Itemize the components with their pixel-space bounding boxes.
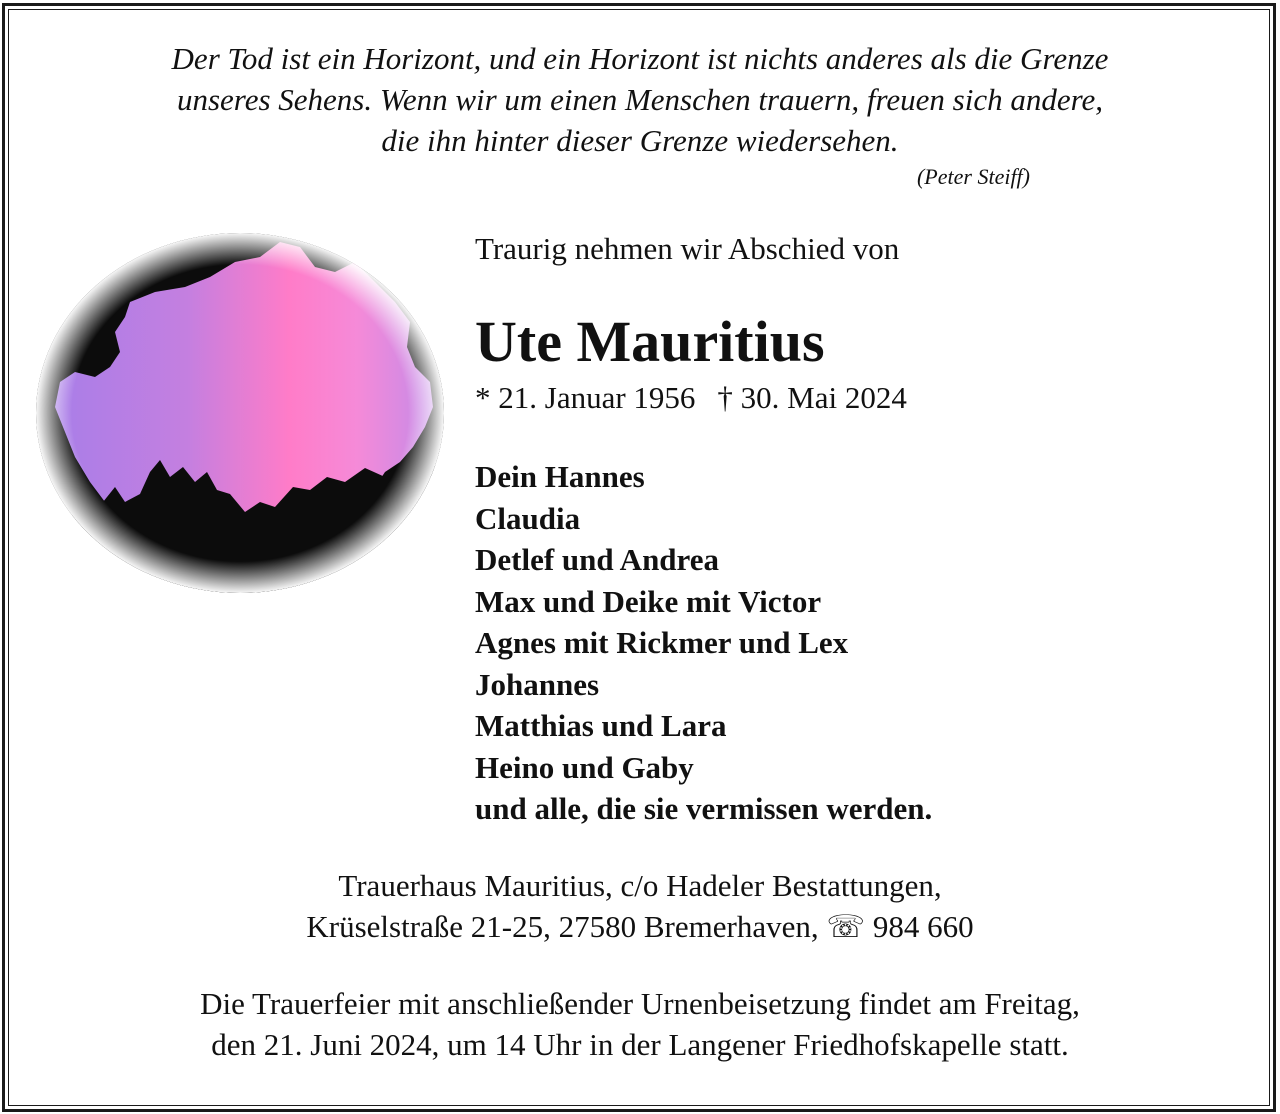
memorial-photo <box>35 232 445 594</box>
address-street: Krüselstraße 21-25, 27580 Bremerhaven, <box>306 909 819 944</box>
mourner-entry: Heino und Gaby <box>475 749 694 785</box>
mourner-entry: Matthias und Lara <box>475 708 727 743</box>
quote <box>0 38 1280 161</box>
ceremony-line: den 21. Juni 2024, um 14 Uhr in der Langener Friedhofskapelle statt. <box>211 1027 1069 1062</box>
death-date: † 30. Mai 2024 <box>717 380 907 415</box>
mourner-entry: Johannes <box>475 666 600 702</box>
life-dates <box>475 380 907 416</box>
intro-text: Traurig nehmen wir Abschied von <box>475 231 900 266</box>
mourner-entry: Agnes mit Rickmer und Lex <box>475 625 849 660</box>
birth-date: * 21. Januar 1956 <box>475 380 696 415</box>
mourning-house-address <box>0 865 1280 947</box>
mourner-entry: Detlef und Andrea <box>475 542 720 577</box>
ceremony-line: Die Trauerfeier mit anschließender Urnenbeisetzung findet am Freitag, <box>200 986 1080 1021</box>
address-line <box>0 906 1280 947</box>
mourner-entry: Claudia <box>475 500 581 536</box>
quote-line: unseres Sehens. Wenn wir um einen Menschen trauern, freuen sich andere, <box>176 82 1104 117</box>
telephone-icon: ☏ <box>826 909 866 944</box>
quote-line: Der Tod ist ein Horizont, und ein Horizont ist nichts anderes als die Grenze <box>171 41 1109 76</box>
quote-author: (Peter Steiff) <box>916 164 1030 189</box>
mourner-entry: Dein Hannes <box>475 459 645 494</box>
address-line: Trauerhaus Mauritius, c/o Hadeler Bestattungen, <box>338 868 942 903</box>
mourner-entry: Max und Deike mit Victor <box>475 583 822 619</box>
deceased-name: Ute Mauritius <box>475 309 825 374</box>
phone-number: 984 660 <box>872 909 974 944</box>
ceremony-info <box>0 983 1280 1065</box>
mourner-entry: und alle, die sie vermissen werden. <box>475 791 933 826</box>
quote-line: die ihn hinter dieser Grenze wiedersehen. <box>381 123 899 158</box>
mourners-list <box>475 456 932 830</box>
